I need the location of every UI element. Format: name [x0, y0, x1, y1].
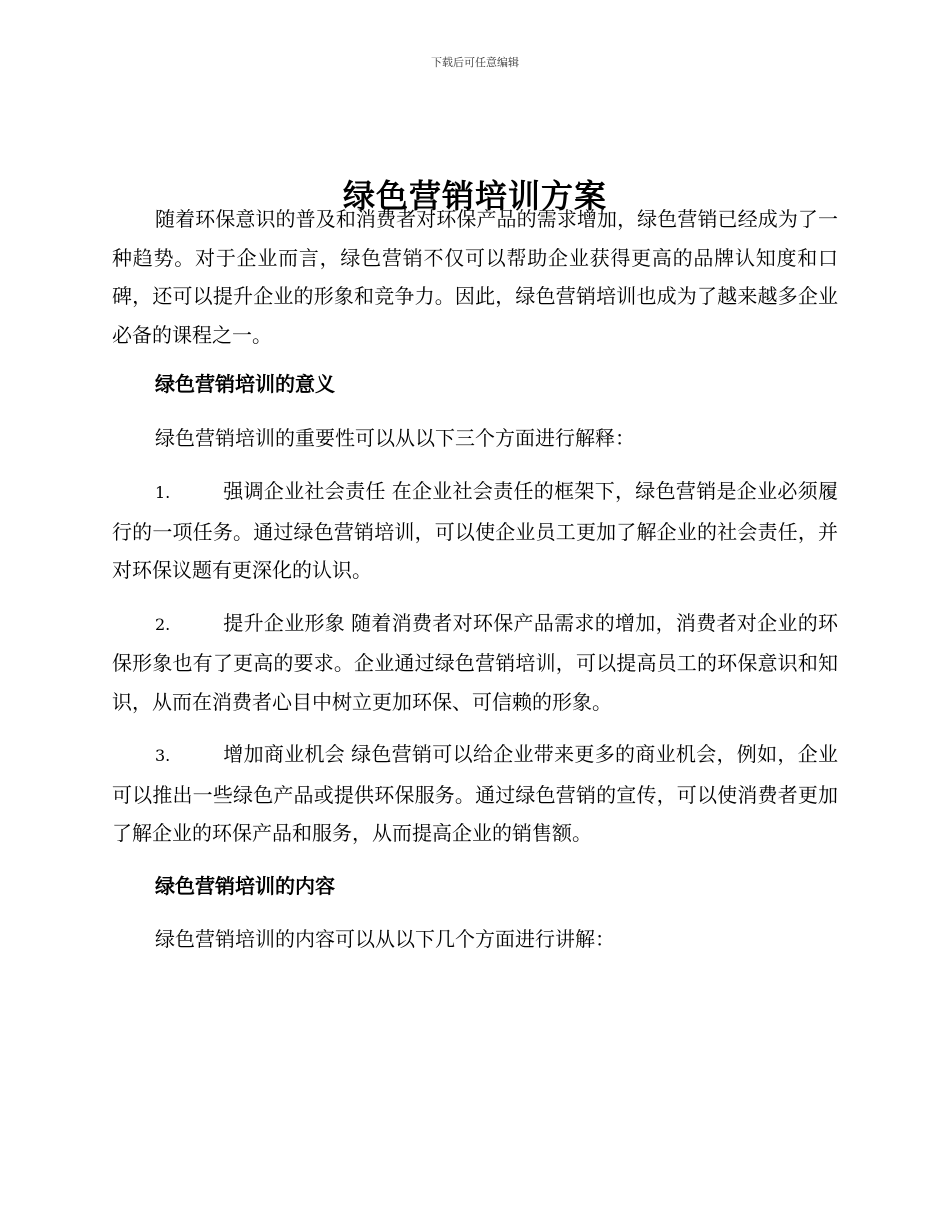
list-number: 1. [155, 483, 171, 502]
list-number: 2. [155, 614, 171, 634]
list-item [112, 735, 838, 853]
list-item-title: 强调企业社会责任 [223, 479, 386, 503]
list-item [112, 604, 838, 722]
list-item [112, 472, 838, 590]
section-lead: 绿色营销培训的重要性可以从以下三个方面进行解释： [155, 425, 635, 450]
intro-paragraph: 随着环保意识的普及和消费者对环保产品的需求增加，绿色营销已经成为了一种趋势。对于企业而言，绿色营销不仅可以帮助企业获得更高的品牌认知度和口碑，还可以提升企业的形象和竞争力。因此，绿色营销培训也成为了越来越多企业必备的课程之一。 [112, 207, 838, 347]
section-heading: 绿色营销培训的意义 [155, 372, 335, 396]
list-item-title: 提升企业形象 [223, 610, 346, 635]
document-body [112, 200, 838, 974]
section-lead: 绿色营销培训的内容可以从以下几个方面进行讲解： [155, 927, 615, 951]
document-title: 绿色营销培训方案 [342, 177, 607, 216]
list-item-text: 随着消费者对环保产品需求的增加，消费者对企业的环保形象也有了更高的要求。企业通过绿色营销培训，可以提高员工的环保意识和知识，从而在消费者心目中树立更加环保、可信赖的形象。 [112, 610, 839, 714]
list-item-text: 绿色营销可以给企业带来更多的商业机会，例如，企业可以推出一些绿色产品或提供环保服务。通过绿色营销的宣传，可以使消费者更加了解企业的环保产品和服务，从而提高企业的销售额。 [112, 742, 839, 845]
list-item-text: 在企业社会责任的框架下，绿色营销是企业必须履行的一项任务。通过绿色营销培训，可以使企业员工更加了解企业的社会责任，并对环保议题有更深化的认识。 [112, 479, 839, 582]
section-heading: 绿色营销培训的内容 [155, 873, 335, 898]
section-significance [112, 365, 838, 853]
list-item-title: 增加商业机会 [223, 742, 346, 766]
header-note: 下载后可任意编辑 [431, 56, 519, 69]
section-content [112, 867, 838, 959]
list-number: 3. [155, 746, 171, 765]
